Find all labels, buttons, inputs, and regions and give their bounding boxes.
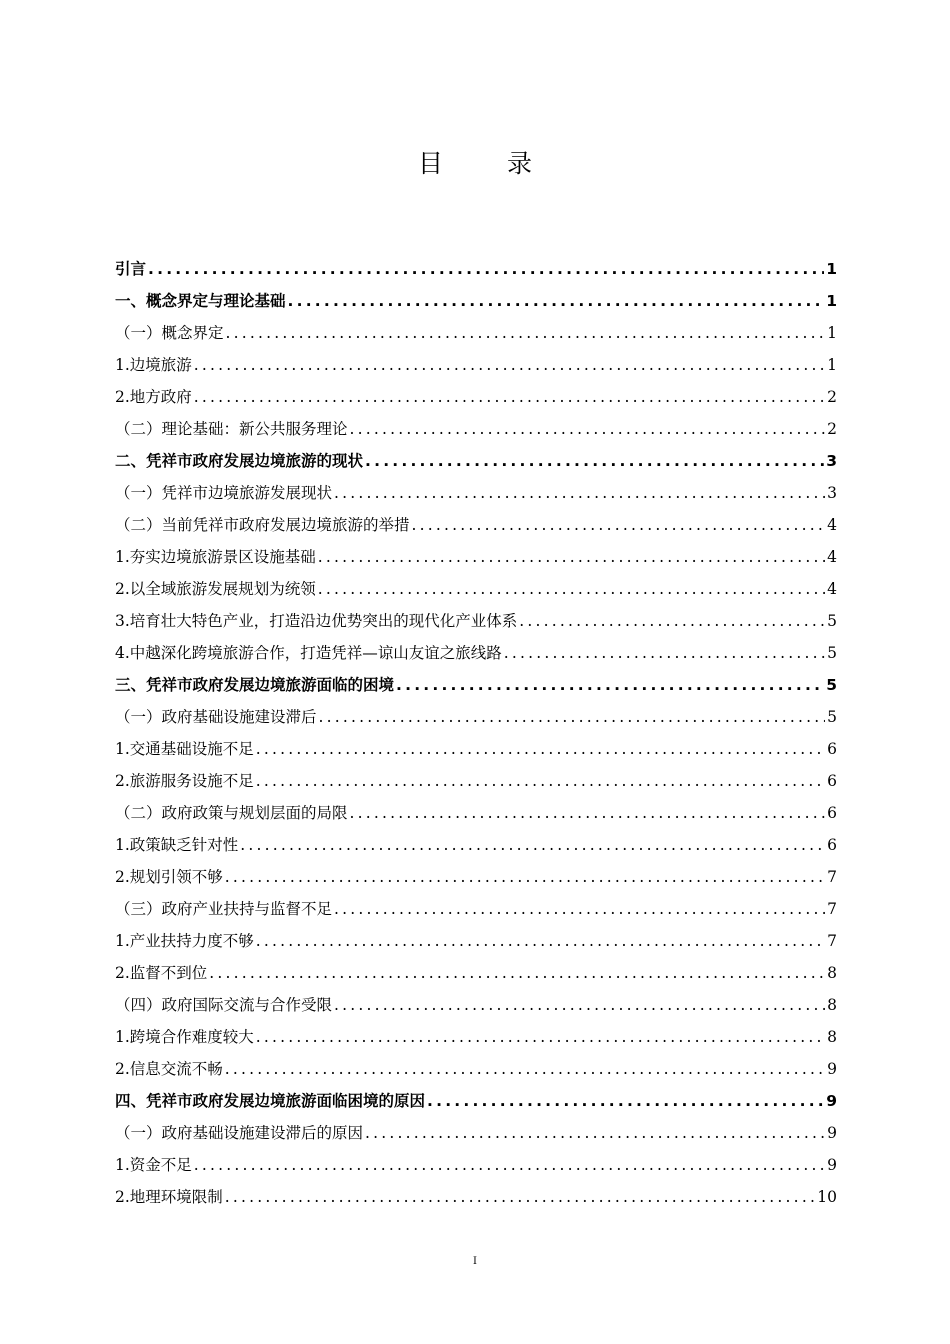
toc-entry-page-number: 7 [827,932,837,950]
toc-entry-label: 3.培育壮大特色产业，打造沿边优势突出的现代化产业体系 [115,612,518,630]
toc-entry-page-number: 5 [826,676,837,694]
toc-entry-page-number: 7 [827,900,837,918]
toc-entry-page-number: 6 [827,836,837,854]
toc-entry-label: 2.地理环境限制 [115,1188,223,1206]
toc-entry-label: 2.信息交流不畅 [115,1060,223,1078]
toc-entry[interactable] [115,861,837,893]
toc-entry-page-number: 1 [826,292,837,310]
toc-entry[interactable] [115,957,837,989]
toc-dot-leader [350,413,826,445]
toc-entry[interactable] [115,573,837,605]
toc-entry[interactable] [115,285,837,317]
toc-entry-label: （一）凭祥市边境旅游发展现状 [115,484,333,502]
toc-dot-leader [240,829,825,861]
toc-entry-page-number: 2 [827,388,837,406]
toc-entry[interactable] [115,349,837,381]
toc-entry-page-number: 8 [827,996,837,1014]
toc-dot-leader [148,253,824,285]
toc-entry[interactable] [115,829,837,861]
toc-entry-label: 三、凭祥市政府发展边境旅游面临的困境 [115,676,395,694]
toc-entry-page-number: 9 [827,1156,837,1174]
toc-entry-page-number: 1 [826,260,837,278]
toc-entry-label: （二）政府政策与规划层面的局限 [115,804,348,822]
toc-entry-label: （四）政府国际交流与合作受限 [115,996,333,1014]
toc-entry-page-number: 3 [827,484,837,502]
toc-dot-leader [194,1149,825,1181]
toc-entry-page-number: 1 [827,324,837,342]
toc-entry-label: 2.地方政府 [115,388,192,406]
toc-entry-label: 1.跨境合作难度较大 [115,1028,254,1046]
toc-entry-label: 1.交通基础设施不足 [115,740,254,758]
toc-entry[interactable] [115,669,837,701]
toc-dot-leader [504,637,825,669]
toc-dot-leader [412,509,826,541]
toc-dot-leader [256,925,825,957]
toc-dot-leader [427,1085,824,1117]
toc-dot-leader [318,573,825,605]
toc-entry-label: 1.资金不足 [115,1156,192,1174]
toc-entry-label: 2.监督不到位 [115,964,208,982]
toc-entry-label: 1.夯实边境旅游景区设施基础 [115,548,316,566]
toc-entry[interactable] [115,477,837,509]
toc-entry[interactable] [115,1117,837,1149]
toc-entry[interactable] [115,541,837,573]
toc-dot-leader [334,989,825,1021]
page-footer: I [473,1256,477,1267]
toc-entry-page-number: 3 [826,452,837,470]
toc-entry[interactable] [115,733,837,765]
toc-entry-label: 2.以全域旅游发展规划为统领 [115,580,316,598]
toc-dot-leader [209,957,825,989]
toc-entry-label: （一）政府基础设施建设滞后 [115,708,317,726]
toc-entry-label: 1.边境旅游 [115,356,192,374]
toc-entry-label: 1.产业扶持力度不够 [115,932,254,950]
toc-dot-leader [225,1181,815,1213]
toc-entry-page-number: 9 [827,1124,837,1142]
toc-entry[interactable] [115,1053,837,1085]
toc-entry-label: 2.旅游服务设施不足 [115,772,254,790]
toc-entry-page-number: 6 [827,772,837,790]
toc-entry-page-number: 8 [827,964,837,982]
toc-entry[interactable] [115,509,837,541]
toc-dot-leader [519,605,825,637]
toc-dot-leader [318,541,825,573]
toc-dot-leader [256,765,825,797]
toc-entry-page-number: 7 [827,868,837,886]
toc-entry-label: 4.中越深化跨境旅游合作，打造凭祥—谅山友谊之旅线路 [115,644,502,662]
table-of-contents [115,253,837,1213]
toc-entry[interactable] [115,925,837,957]
toc-entry[interactable] [115,1149,837,1181]
toc-entry[interactable] [115,1085,837,1117]
toc-title: 目 录 [418,149,560,178]
toc-entry[interactable] [115,701,837,733]
toc-entry[interactable] [115,1181,837,1213]
toc-entry-page-number: 4 [827,580,837,598]
toc-entry-label: 二、凭祥市政府发展边境旅游的现状 [115,452,364,470]
toc-entry[interactable] [115,317,837,349]
toc-entry-label: （二）理论基础：新公共服务理论 [115,420,348,438]
toc-dot-leader [288,285,825,317]
toc-entry-page-number: 10 [817,1188,837,1206]
toc-entry-label: （二）当前凭祥市政府发展边境旅游的举措 [115,516,410,534]
toc-entry-page-number: 4 [827,516,837,534]
toc-entry[interactable] [115,893,837,925]
toc-dot-leader [194,381,825,413]
toc-entry-page-number: 1 [827,356,837,374]
toc-entry[interactable] [115,413,837,445]
toc-entry-page-number: 9 [826,1092,837,1110]
toc-entry-page-number: 6 [827,740,837,758]
toc-dot-leader [334,893,825,925]
toc-entry[interactable] [115,381,837,413]
toc-entry-label: （三）政府产业扶持与监督不足 [115,900,333,918]
toc-entry-label: 一、概念界定与理论基础 [115,292,286,310]
toc-entry-label: 2.规划引领不够 [115,868,223,886]
toc-entry-label: 1.政策缺乏针对性 [115,836,239,854]
toc-dot-leader [256,733,825,765]
toc-entry-page-number: 5 [827,612,837,630]
toc-entry[interactable] [115,605,837,637]
toc-dot-leader [396,669,824,701]
toc-dot-leader [256,1021,825,1053]
toc-entry-page-number: 5 [827,644,837,662]
toc-entry[interactable] [115,637,837,669]
toc-entry-label: （一）政府基础设施建设滞后的原因 [115,1124,364,1142]
toc-dot-leader [225,861,825,893]
toc-dot-leader [334,477,825,509]
toc-dot-leader [365,1117,825,1149]
toc-entry[interactable] [115,765,837,797]
toc-entry[interactable] [115,445,837,477]
toc-entry[interactable] [115,253,837,285]
toc-entry-page-number: 8 [827,1028,837,1046]
toc-entry-page-number: 5 [827,708,837,726]
toc-entry-page-number: 6 [827,804,837,822]
toc-entry-page-number: 2 [827,420,837,438]
toc-dot-leader [225,1053,825,1085]
toc-entry[interactable] [115,989,837,1021]
toc-dot-leader [194,349,825,381]
toc-entry[interactable] [115,1021,837,1053]
toc-entry-label: 引言 [115,260,147,278]
toc-entry-page-number: 4 [827,548,837,566]
toc-entry[interactable] [115,797,837,829]
toc-entry-label: （一）概念界定 [115,324,224,342]
toc-entry-page-number: 9 [827,1060,837,1078]
toc-dot-leader [319,701,826,733]
toc-dot-leader [226,317,826,349]
toc-entry-label: 四、凭祥市政府发展边境旅游面临困境的原因 [115,1092,426,1110]
toc-dot-leader [365,445,824,477]
toc-dot-leader [350,797,826,829]
